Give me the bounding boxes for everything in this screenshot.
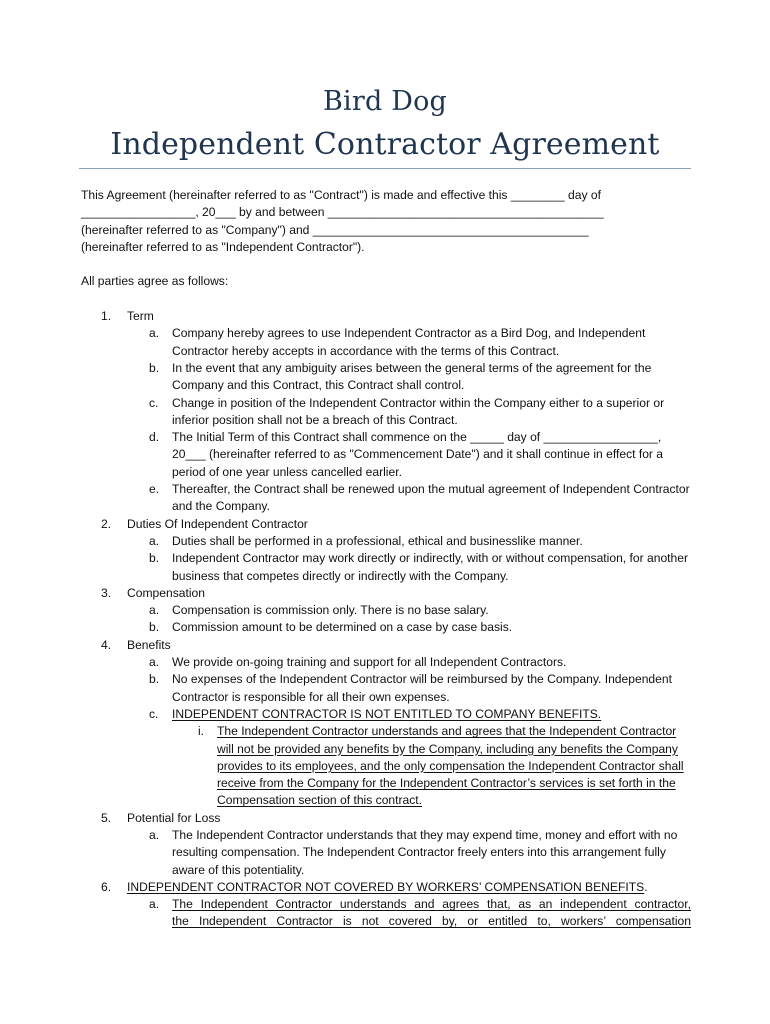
clause-letter: a. [149, 897, 160, 912]
document-title-line2: Independent Contractor Agreement [110, 127, 660, 162]
section-heading: Potential for Loss [127, 810, 221, 825]
clause-text: Duties shall be performed in a professional, ethical and businesslike manner. [172, 533, 583, 548]
section-heading: Compensation [127, 585, 205, 600]
clause-letter: b. [149, 620, 160, 635]
clause [81, 827, 691, 879]
clause-text: The Initial Term of this Contract shall commence on the _____ day of _________________, 20___ (hereinafter referred to as "Commencement Date") and it shall continue in effect for a period of one year unless cancelled earlier. [172, 430, 664, 479]
clause [81, 654, 691, 671]
section-heading: Duties Of Independent Contractor [127, 516, 308, 531]
section-number: 6. [101, 879, 112, 894]
clause [81, 395, 691, 430]
section-benefits [81, 637, 691, 654]
intro-line: (hereinafter referred to as "Company") and _________________________________________ [81, 222, 589, 237]
clause-text: Commission amount to be determined on a case by case basis. [172, 620, 513, 635]
clause [81, 896, 691, 931]
clause-text: Company hereby agrees to use Independent Contractor as a Bird Dog, and Independent Contractor hereby accepts in accordance with the terms of this Contract. [172, 326, 646, 358]
clause [81, 602, 691, 619]
intro-line: (hereinafter referred to as "Independent Contractor"). [81, 239, 365, 254]
clause-text: We provide on-going training and support for all Independent Contractors. [172, 655, 567, 670]
clause [81, 429, 691, 481]
clause-letter: a. [149, 827, 160, 842]
clause-letter: d. [149, 430, 160, 445]
clause-letter: a. [149, 603, 160, 618]
clause [81, 325, 691, 360]
clause-text: Change in position of the Independent Contractor within the Company either to a superior or inferior position shall not be a breach of this Contract. [172, 395, 665, 427]
clause-letter: a. [149, 326, 160, 341]
clause-letter: e. [149, 482, 160, 497]
clause-letter: b. [149, 672, 160, 687]
section-heading-tail: . [644, 879, 648, 894]
clause-text: In the event that any ambiguity arises between the general terms of the agreement for the Company and this Contract, this Contract shall control. [172, 360, 652, 393]
subclause-text: The Independent Contractor understands and agrees that the Independent Contractor will not be provided any benefits by the Company, including any benefits the Company provides to its employees, and the only compensation the Independent Contractor shall receive from the Company for the Independent Contractor’s services is set forth in the Compensation section of this contract. [217, 724, 684, 808]
section-term [81, 308, 691, 325]
clause-text: The Independent Contractor understands that they may expend time, money and effort with no resulting compensation. The Independent Contractor freely enters into this arrangement fully aware of this potentiality. [172, 827, 678, 877]
clause [81, 619, 691, 636]
clause-letter: a. [149, 655, 160, 670]
parties-agree-line: All parties agree as follows: [81, 274, 229, 289]
clause-letter: c. [149, 395, 159, 410]
clause-text: Compensation is commission only. There is no base salary. [172, 603, 489, 618]
clause-text-continued: the Independent Contractor is not covered by, or entitled to, workers’ compensation [172, 914, 691, 929]
clause-text: The Independent Contractor understands and agrees that, as an independent contractor, [172, 897, 691, 912]
title-divider [79, 168, 691, 169]
clause-text: No expenses of the Independent Contractor will be reimbursed by the Company. Independent Contractor is responsible for all their own expenses. [172, 672, 672, 704]
section-number: 4. [101, 637, 112, 652]
agreement-body [81, 187, 691, 931]
clause-letter: a. [149, 533, 160, 548]
clause-letter: c. [149, 706, 159, 721]
clause-letter: b. [149, 551, 160, 566]
intro-line: _________________, 20___ by and between _________________________________________ [81, 205, 604, 220]
section-number: 5. [101, 810, 112, 825]
clause [81, 671, 691, 706]
subclause [81, 723, 691, 809]
clause [81, 550, 691, 585]
section-duties [81, 516, 691, 533]
intro-paragraph [81, 187, 691, 256]
clause [81, 533, 691, 550]
section-heading: Term [127, 309, 154, 324]
section-heading: Benefits [127, 637, 171, 652]
section-number: 1. [101, 309, 112, 324]
intro-line: This Agreement (hereinafter referred to as "Contract") is made and effective this ________ day of [81, 188, 601, 202]
section-potential-loss [81, 810, 691, 827]
clause-letter: b. [149, 360, 160, 375]
clause [81, 706, 691, 723]
subclause-numeral: i. [198, 724, 205, 739]
document-title-line1: Bird Dog [322, 86, 448, 117]
section-number: 3. [101, 585, 112, 600]
clause [81, 360, 691, 395]
section-number: 2. [101, 516, 112, 531]
section-compensation [81, 585, 691, 602]
clause-text: INDEPENDENT CONTRACTOR IS NOT ENTITLED TO COMPANY BENEFITS. [172, 706, 602, 721]
clause [81, 481, 691, 516]
section-heading: INDEPENDENT CONTRACTOR NOT COVERED BY WORKERS’ COMPENSATION BENEFITS [127, 879, 645, 894]
section-workers-comp [81, 879, 691, 896]
clause-text: Thereafter, the Contract shall be renewed upon the mutual agreement of Independent Contractor and the Company. [172, 482, 690, 514]
clause-text: Independent Contractor may work directly or indirectly, with or without compensation, for another business that competes directly or indirectly with the Company. [172, 551, 689, 583]
